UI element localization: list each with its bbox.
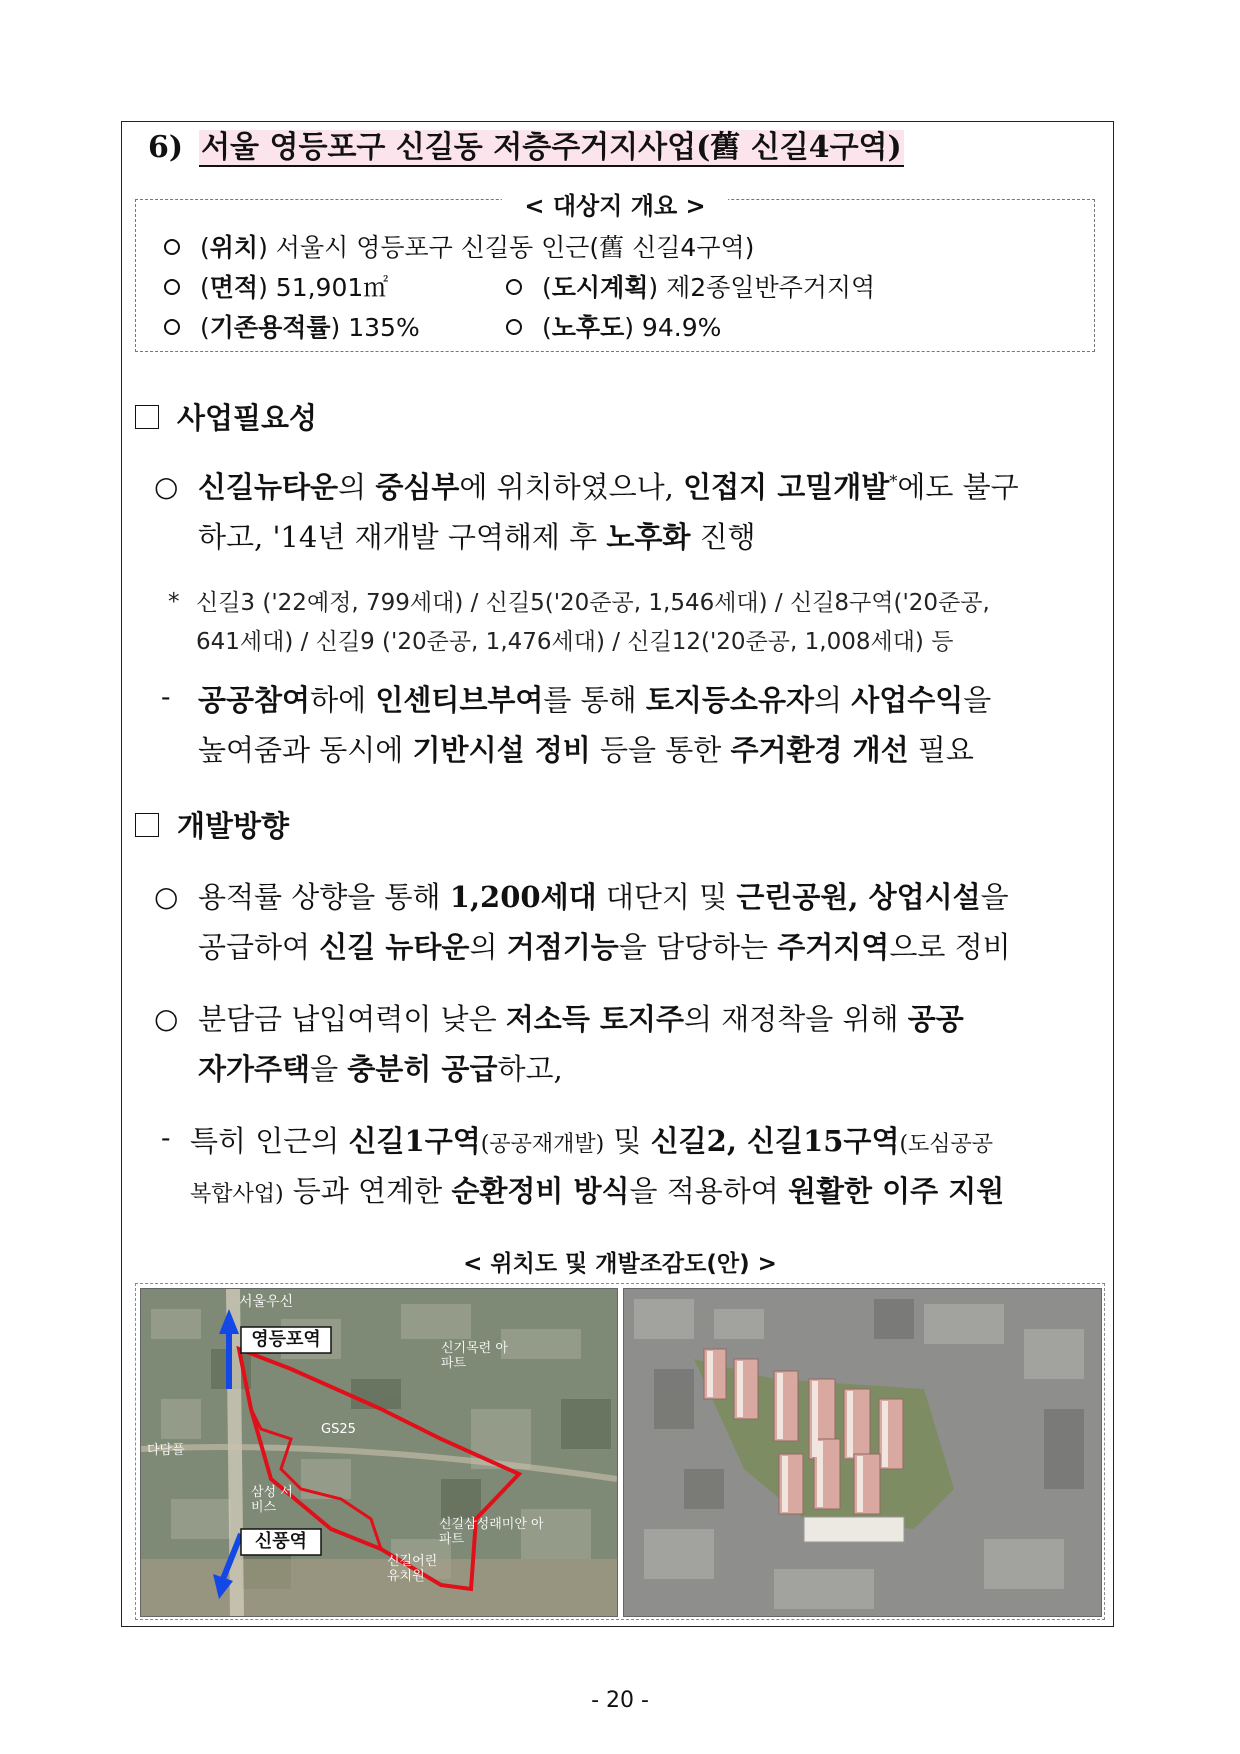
location-map <box>140 1288 618 1617</box>
circle-bullet-icon: ○ <box>154 470 179 503</box>
direction-dash-1-line-1: 특히 인근의 신길1구역(공공재개발) 및 신길2, 신길15구역(도심공공 <box>190 1124 994 1158</box>
direction-dash-1-line-2: 복합사업) 등과 연계한 순환정비 방식을 적용하여 원활한 이주 지원 <box>190 1174 1005 1208</box>
map-text: GS25 <box>321 1422 356 1437</box>
development-rendering <box>623 1288 1102 1617</box>
overview-box <box>135 192 1095 352</box>
map-text: 신길삼성래미안 아파트 <box>439 1517 544 1547</box>
circle-bullet-icon <box>164 239 180 255</box>
circle-bullet-icon: ○ <box>154 880 179 913</box>
figure-area <box>135 1283 1105 1620</box>
checkbox-square-icon <box>135 813 159 837</box>
title-number: 6) <box>148 130 184 165</box>
figure-caption: < 위치도 및 개발조감도(안) > <box>463 1251 777 1277</box>
page-title <box>148 122 904 166</box>
title-text: 서울 영등포구 신길동 저층주거지사업(舊 신길4구역) <box>201 130 902 165</box>
overview-area: (면적) 51,901㎡ <box>164 268 388 304</box>
map-text: 서울우신 <box>239 1294 294 1310</box>
circle-bullet-icon: ○ <box>154 1002 179 1035</box>
direction-bullet-1-line-1: 용적률 상향을 통해 1,200세대 대단지 및 근린공원, 상업시설을 <box>198 880 1009 914</box>
overview-heading: < 대상지 개요 > <box>502 192 727 220</box>
overview-far: (기존용적률) 135% <box>164 308 420 344</box>
map-text: 다담플 <box>147 1443 185 1458</box>
footnote-line-2: 641세대) / 신길9 ('20준공, 1,476세대) / 신길12('20준공, 1,008세대) 등 <box>196 629 954 655</box>
section-heading-direction: 개발방향 <box>135 804 289 845</box>
need-dash-1-line-1: 공공참여하에 인센티브부여를 통해 토지등소유자의 사업수익을 <box>198 683 992 717</box>
dash-bullet-icon: - <box>161 1121 171 1154</box>
need-bullet-1-line-1: 신길뉴타운의 중심부에 위치하였으나, 인접지 고밀개발*에도 불구 <box>198 470 1019 504</box>
map-text: 신기목련 아파트 <box>441 1341 508 1371</box>
overview-plan: (도시계획) 제2종일반주거지역 <box>506 268 875 304</box>
map-label-yeongdeungpo-station: 영등포역 <box>251 1329 321 1350</box>
checkbox-square-icon <box>135 405 159 429</box>
circle-bullet-icon <box>164 279 180 295</box>
direction-bullet-1-line-2: 공급하여 신길 뉴타운의 거점기능을 담당하는 주거지역으로 정비 <box>198 930 1011 964</box>
dash-bullet-icon: - <box>161 680 171 713</box>
circle-bullet-icon <box>506 279 522 295</box>
page-number: - 20 - <box>591 1688 649 1713</box>
need-bullet-1-line-2: 하고, '14년 재개발 구역해제 후 노후화 진행 <box>198 520 756 554</box>
circle-bullet-icon <box>506 319 522 335</box>
map-text: 신길어린 유치원 <box>387 1554 438 1584</box>
footnote-mark: * <box>168 589 180 615</box>
section-heading-need: 사업필요성 <box>135 396 317 437</box>
overview-location: (위치) 서울시 영등포구 신길동 인근(舊 신길4구역) <box>164 228 754 264</box>
circle-bullet-icon <box>164 319 180 335</box>
overview-aging: (노후도) 94.9% <box>506 308 721 344</box>
direction-bullet-2-line-2: 자가주택을 충분히 공급하고, <box>198 1052 563 1086</box>
map-text: 삼성 서비스 <box>251 1485 293 1515</box>
direction-bullet-2-line-1: 분담금 납입여력이 낮은 저소득 토지주의 재정착을 위해 공공 <box>198 1002 964 1036</box>
map-label-sinpung-station: 신풍역 <box>254 1531 308 1552</box>
footnote-line-1: 신길3 ('22예정, 799세대) / 신길5('20준공, 1,546세대) / 신길8구역('20준공, <box>196 590 990 616</box>
need-dash-1-line-2: 높여줌과 동시에 기반시설 정비 등을 통한 주거환경 개선 필요 <box>198 733 974 767</box>
